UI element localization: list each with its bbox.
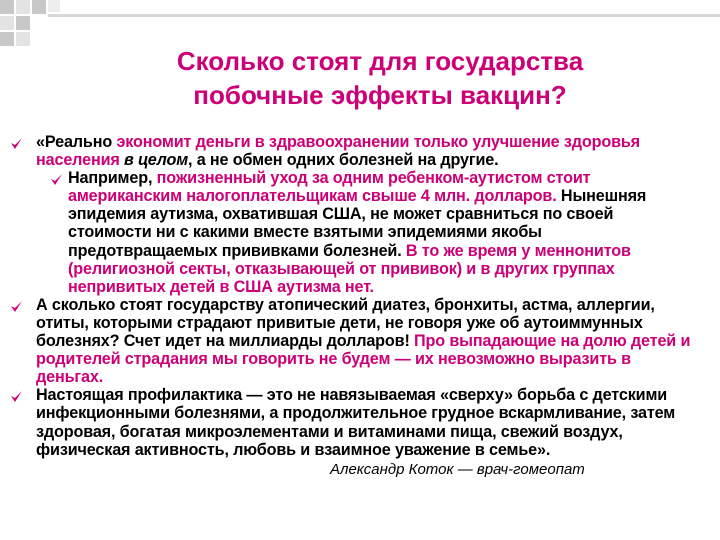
text-run: Нынешняя эпидемия аутизма, охватившая США, не может сравниться по своей стоимости ни с какими вместе взятыми эпидемиями якобы предотвращаемых прививками болезней. (68, 187, 647, 260)
decor-bar (48, 14, 720, 17)
text-run: В то же время у меннонитов (религиозной секты, отказывающей от прививок) и в других группах непривитых детей в США аутизма нет. (68, 241, 631, 296)
decor-square (16, 16, 30, 30)
bullet-text (36, 386, 694, 458)
checkmark-arrow-icon (10, 300, 23, 313)
slide-title (60, 44, 700, 112)
slide-body (0, 133, 720, 479)
text-run: , а не обмен одних болезней на другие. (188, 151, 499, 170)
text-run: экономит деньги в здравоохранении только улучшение здоровья населения (36, 133, 640, 170)
text-run: Например, (68, 169, 157, 188)
decor-square (0, 16, 14, 30)
text-run: в целом (124, 151, 189, 170)
text-run: А сколько стоят государству атопический диатез, бронхиты, астма, аллергии, отиты, которыми страдают привитые дети, не говоря уже об аутоиммунных болезнях? Счет идет на миллиарды долларов! (36, 295, 655, 351)
bullet-text (36, 296, 694, 386)
decor-square (0, 0, 14, 14)
decor-square (16, 0, 30, 14)
text-run: «Реально (36, 133, 117, 151)
decor-square (48, 0, 60, 12)
sub-bullet-item (0, 169, 720, 296)
bullet-text (36, 133, 694, 169)
sub-bullet-text (0, 169, 720, 296)
checkmark-arrow-icon (10, 390, 23, 403)
decor-square (32, 0, 46, 14)
text-run: Настоящая профилактика — это не навязываемая «сверху» борьба с детскими инфекционными болезнями, а продолжительное грудное вскармливание, затем здоровая, богатая микроэлементами и витаминами пища, свежий воздух, физическая активность, любовь и взаимное уважение в семье». (36, 386, 676, 459)
author-signature: Александр Коток — врач-гомеопат (330, 460, 585, 478)
decor-square (16, 32, 30, 46)
text-run: Про выпадающие на долю детей и родителей страдания мы говорить не будем — их невозможно выразить в деньгах. (36, 332, 691, 387)
decor-square (0, 32, 14, 46)
bullet-item (0, 386, 720, 458)
checkmark-arrow-icon (10, 137, 23, 150)
title-line-1: Сколько стоят для государства (176, 46, 584, 76)
checkmark-arrow-icon (50, 173, 63, 186)
bullet-item (0, 296, 720, 386)
bullet-item (0, 133, 720, 169)
text-run: пожизненный уход за одним ребенком-аутистом стоит американским налогоплательщикам свыше 4 млн. долларов. (68, 169, 591, 206)
title-line-2: побочные эффекты вакцин? (193, 80, 567, 110)
